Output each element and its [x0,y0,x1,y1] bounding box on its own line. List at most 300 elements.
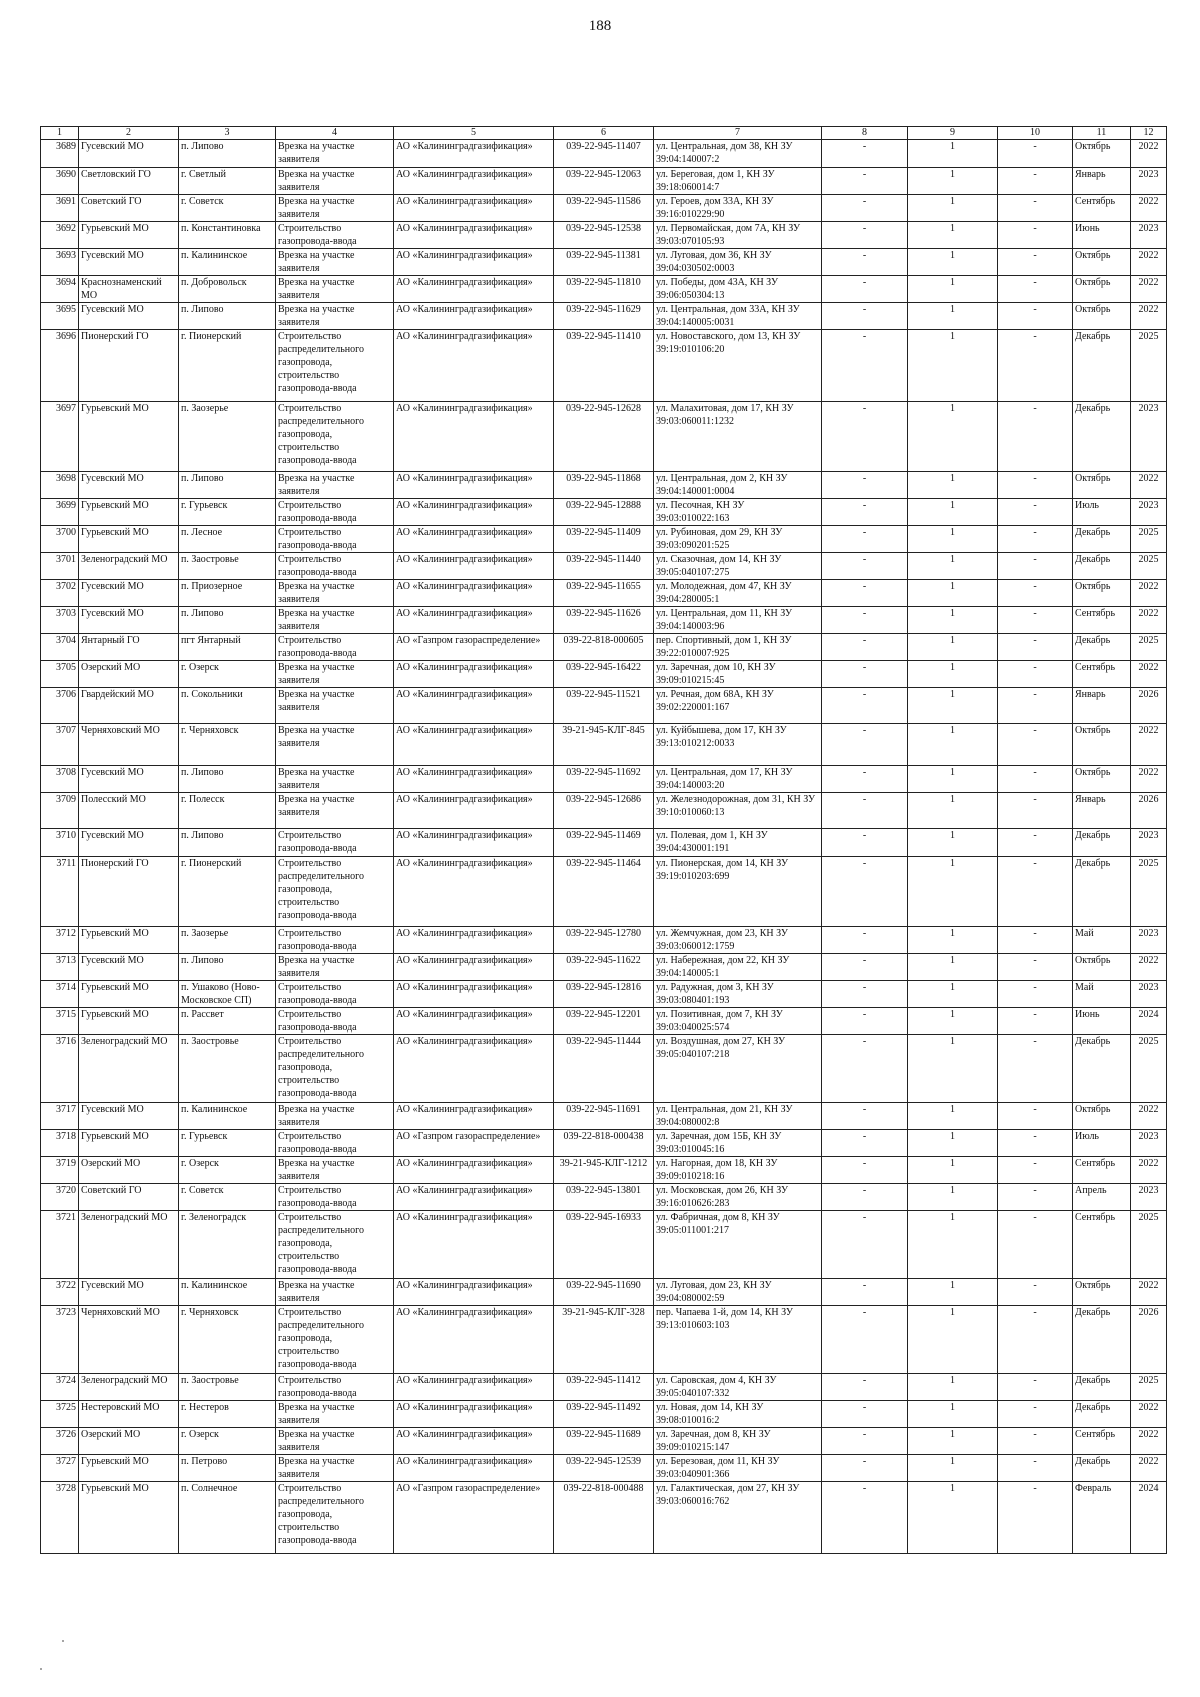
month-cell: Сентябрь [1073,1157,1131,1184]
table-row [41,724,1167,766]
header-cell: 4 [276,127,394,140]
col10-cell: - [998,981,1073,1008]
col10-cell: - [998,927,1073,954]
municipality-cell: Черняховский МО [79,1306,179,1374]
row-number: 3717 [41,1103,79,1130]
organization-cell: АО «Калининградгазификация» [394,793,554,829]
application-code-cell: 39-21-945-КЛГ-845 [554,724,654,766]
address-cell: ул. Заречная, дом 10, КН ЗУ 39:09:010215:45 [654,661,822,688]
address-cell: ул. Молодежная, дом 47, КН ЗУ 39:04:280005:1 [654,580,822,607]
year-cell: 2023 [1131,402,1167,472]
organization-cell: АО «Калининградгазификация» [394,303,554,330]
settlement-cell: п. Липово [179,954,276,981]
municipality-cell: Гусевский МО [79,829,179,857]
settlement-cell: п. Калининское [179,1103,276,1130]
municipality-cell: Гурьевский МО [79,1482,179,1554]
row-number: 3700 [41,526,79,553]
settlement-cell: г. Зеленоградск [179,1211,276,1279]
month-cell: Декабрь [1073,1455,1131,1482]
col8-cell: - [822,330,908,402]
col8-cell: - [822,634,908,661]
year-cell: 2025 [1131,330,1167,402]
municipality-cell: Советский ГО [79,1184,179,1211]
work-type-cell: Строительство распределительного газопровода, строительство газопровода-ввода [276,857,394,927]
col8-cell: - [822,168,908,195]
col8-cell: - [822,661,908,688]
col10-cell: - [998,857,1073,927]
address-cell: ул. Заречная, дом 8, КН ЗУ 39:09:010215:147 [654,1428,822,1455]
month-cell: Сентябрь [1073,661,1131,688]
table-row [41,829,1167,857]
year-cell: 2022 [1131,1401,1167,1428]
col9-cell: 1 [908,1279,998,1306]
month-cell: Декабрь [1073,829,1131,857]
settlement-cell: г. Пионерский [179,857,276,927]
year-cell: 2022 [1131,724,1167,766]
organization-cell: АО «Калининградгазификация» [394,1157,554,1184]
month-cell: Декабрь [1073,402,1131,472]
settlement-cell: п. Липово [179,140,276,168]
application-code-cell: 039-22-945-11690 [554,1279,654,1306]
col10-cell: - [998,1482,1073,1554]
address-cell: ул. Пионерская, дом 14, КН ЗУ 39:19:010203:699 [654,857,822,927]
col10-cell: - [998,1455,1073,1482]
col8-cell: - [822,981,908,1008]
col9-cell: 1 [908,1401,998,1428]
address-cell: ул. Московская, дом 26, КН ЗУ 39:16:010626:283 [654,1184,822,1211]
col9-cell: 1 [908,793,998,829]
month-cell: Сентябрь [1073,1211,1131,1279]
month-cell: Октябрь [1073,1279,1131,1306]
year-cell: 2026 [1131,688,1167,724]
municipality-cell: Гусевский МО [79,1103,179,1130]
col8-cell: - [822,1103,908,1130]
application-code-cell: 039-22-945-11622 [554,954,654,981]
organization-cell: АО «Газпром газораспределение» [394,634,554,661]
address-cell: ул. Саровская, дом 4, КН ЗУ 39:05:040107:332 [654,1374,822,1401]
col10-cell: - [998,168,1073,195]
col10-cell: - [998,1103,1073,1130]
col9-cell: 1 [908,1184,998,1211]
col8-cell: - [822,580,908,607]
month-cell: Октябрь [1073,766,1131,793]
organization-cell: АО «Калининградгазификация» [394,1103,554,1130]
table-row [41,1211,1167,1279]
col8-cell: - [822,222,908,249]
col9-cell: 1 [908,981,998,1008]
application-code-cell: 039-22-945-12888 [554,499,654,526]
table-row [41,927,1167,954]
year-cell: 2025 [1131,1374,1167,1401]
month-cell: Июль [1073,499,1131,526]
work-type-cell: Строительство газопровода-ввода [276,927,394,954]
month-cell: Сентябрь [1073,1428,1131,1455]
header-cell: 9 [908,127,998,140]
col10-cell: - [998,402,1073,472]
address-cell: ул. Воздушная, дом 27, КН ЗУ 39:05:040107:218 [654,1035,822,1103]
month-cell: Декабрь [1073,634,1131,661]
settlement-cell: г. Светлый [179,168,276,195]
work-type-cell: Врезка на участке заявителя [276,168,394,195]
col8-cell: - [822,1482,908,1554]
municipality-cell: Гусевский МО [79,766,179,793]
organization-cell: АО «Калининградгазификация» [394,276,554,303]
row-number: 3706 [41,688,79,724]
year-cell: 2025 [1131,1035,1167,1103]
work-type-cell: Врезка на участке заявителя [276,1103,394,1130]
col9-cell: 1 [908,927,998,954]
municipality-cell: Зеленоградский МО [79,1211,179,1279]
municipality-cell: Озерский МО [79,1428,179,1455]
address-cell: ул. Жемчужная, дом 23, КН ЗУ 39:03:060012:1759 [654,927,822,954]
year-cell: 2022 [1131,140,1167,168]
col8-cell: - [822,303,908,330]
col9-cell: 1 [908,330,998,402]
organization-cell: АО «Калининградгазификация» [394,330,554,402]
month-cell: Июнь [1073,1008,1131,1035]
year-cell: 2022 [1131,954,1167,981]
row-number: 3695 [41,303,79,330]
address-cell: ул. Береговая, дом 1, КН ЗУ 39:18:060014:7 [654,168,822,195]
row-number: 3712 [41,927,79,954]
col9-cell: 1 [908,1306,998,1374]
year-cell: 2022 [1131,1157,1167,1184]
col9-cell: 1 [908,1455,998,1482]
month-cell: Декабрь [1073,857,1131,927]
address-cell: ул. Центральная, дом 38, КН ЗУ 39:04:140007:2 [654,140,822,168]
table-row [41,1428,1167,1455]
col9-cell: 1 [908,661,998,688]
col10-cell: - [998,724,1073,766]
organization-cell: АО «Калининградгазификация» [394,222,554,249]
application-code-cell: 039-22-945-12063 [554,168,654,195]
work-type-cell: Врезка на участке заявителя [276,1428,394,1455]
row-number: 3725 [41,1401,79,1428]
address-cell: ул. Сказочная, дом 14, КН ЗУ 39:05:040107:275 [654,553,822,580]
year-cell: 2023 [1131,499,1167,526]
month-cell: Январь [1073,793,1131,829]
col9-cell: 1 [908,526,998,553]
settlement-cell: п. Липово [179,472,276,499]
col9-cell: 1 [908,472,998,499]
year-cell: 2025 [1131,553,1167,580]
organization-cell: АО «Калининградгазификация» [394,580,554,607]
application-code-cell: 039-22-945-11689 [554,1428,654,1455]
table-row [41,1008,1167,1035]
work-type-cell: Строительство распределительного газопровода, строительство газопровода-ввода [276,1482,394,1554]
header-cell: 6 [554,127,654,140]
application-code-cell: 039-22-818-000438 [554,1130,654,1157]
work-type-cell: Строительство газопровода-ввода [276,634,394,661]
application-code-cell: 039-22-818-000488 [554,1482,654,1554]
work-type-cell: Строительство газопровода-ввода [276,222,394,249]
work-type-cell: Строительство газопровода-ввода [276,1130,394,1157]
col10-cell: - [998,1374,1073,1401]
address-cell: ул. Героев, дом 33А, КН ЗУ 39:16:010229:90 [654,195,822,222]
year-cell: 2022 [1131,1103,1167,1130]
table-row [41,1306,1167,1374]
row-number: 3726 [41,1428,79,1455]
settlement-cell: п. Липово [179,829,276,857]
month-cell: Сентябрь [1073,607,1131,634]
municipality-cell: Озерский МО [79,661,179,688]
col8-cell: - [822,766,908,793]
application-code-cell: 039-22-945-11492 [554,1401,654,1428]
month-cell: Май [1073,927,1131,954]
table-row [41,472,1167,499]
row-number: 3716 [41,1035,79,1103]
row-number: 3691 [41,195,79,222]
col10-cell: - [998,829,1073,857]
month-cell: Октябрь [1073,303,1131,330]
work-type-cell: Строительство газопровода-ввода [276,499,394,526]
row-number: 3699 [41,499,79,526]
col9-cell: 1 [908,276,998,303]
col9-cell: 1 [908,1482,998,1554]
municipality-cell: Черняховский МО [79,724,179,766]
col9-cell: 1 [908,580,998,607]
col9-cell: 1 [908,195,998,222]
col10-cell: - [998,1279,1073,1306]
col8-cell: - [822,1374,908,1401]
organization-cell: АО «Газпром газораспределение» [394,1482,554,1554]
col8-cell: - [822,1306,908,1374]
work-type-cell: Строительство распределительного газопровода, строительство газопровода-ввода [276,402,394,472]
row-number: 3719 [41,1157,79,1184]
address-cell: ул. Полевая, дом 1, КН ЗУ 39:04:430001:191 [654,829,822,857]
address-cell: ул. Речная, дом 68А, КН ЗУ 39:02:220001:167 [654,688,822,724]
table-row [41,168,1167,195]
settlement-cell: г. Озерск [179,1157,276,1184]
application-code-cell: 039-22-945-11412 [554,1374,654,1401]
col10-cell: - [998,1401,1073,1428]
municipality-cell: Гусевский МО [79,607,179,634]
work-type-cell: Врезка на участке заявителя [276,195,394,222]
col8-cell: - [822,1157,908,1184]
row-number: 3728 [41,1482,79,1554]
municipality-cell: Янтарный ГО [79,634,179,661]
col10-cell: - [998,634,1073,661]
table-header-row [41,127,1167,140]
municipality-cell: Гусевский МО [79,249,179,276]
municipality-cell: Светловский ГО [79,168,179,195]
row-number: 3694 [41,276,79,303]
application-code-cell: 039-22-945-11409 [554,526,654,553]
organization-cell: АО «Калининградгазификация» [394,766,554,793]
work-type-cell: Строительство газопровода-ввода [276,981,394,1008]
year-cell: 2022 [1131,1279,1167,1306]
month-cell: Октябрь [1073,472,1131,499]
settlement-cell: п. Калининское [179,1279,276,1306]
municipality-cell: Гурьевский МО [79,1008,179,1035]
col10-cell: - [998,1428,1073,1455]
application-code-cell: 039-22-945-11629 [554,303,654,330]
settlement-cell: г. Гурьевск [179,1130,276,1157]
work-type-cell: Врезка на участке заявителя [276,954,394,981]
row-number: 3715 [41,1008,79,1035]
col10-cell: - [998,472,1073,499]
table-row [41,402,1167,472]
col8-cell: - [822,607,908,634]
work-type-cell: Врезка на участке заявителя [276,1157,394,1184]
work-type-cell: Врезка на участке заявителя [276,303,394,330]
col10-cell: - [998,661,1073,688]
municipality-cell: Гурьевский МО [79,526,179,553]
month-cell: Декабрь [1073,1401,1131,1428]
municipality-cell: Нестеровский МО [79,1401,179,1428]
settlement-cell: п. Добровольск [179,276,276,303]
organization-cell: АО «Калининградгазификация» [394,499,554,526]
municipality-cell: Гурьевский МО [79,981,179,1008]
col9-cell: 1 [908,857,998,927]
municipality-cell: Гурьевский МО [79,1130,179,1157]
settlement-cell: п. Рассвет [179,1008,276,1035]
header-cell: 1 [41,127,79,140]
municipality-cell: Гурьевский МО [79,927,179,954]
col10-cell: - [998,1306,1073,1374]
work-type-cell: Строительство распределительного газопровода, строительство газопровода-ввода [276,1035,394,1103]
year-cell: 2022 [1131,249,1167,276]
table-row [41,661,1167,688]
work-type-cell: Врезка на участке заявителя [276,1401,394,1428]
year-cell: 2023 [1131,829,1167,857]
col9-cell: 1 [908,688,998,724]
row-number: 3689 [41,140,79,168]
address-cell: ул. Центральная, дом 33А, КН ЗУ 39:04:140005:0031 [654,303,822,330]
application-code-cell: 039-22-945-11469 [554,829,654,857]
month-cell: Май [1073,981,1131,1008]
settlement-cell: г. Пионерский [179,330,276,402]
settlement-cell: п. Заозерье [179,927,276,954]
col9-cell: 1 [908,140,998,168]
organization-cell: АО «Калининградгазификация» [394,1401,554,1428]
organization-cell: АО «Калининградгазификация» [394,927,554,954]
municipality-cell: Советский ГО [79,195,179,222]
work-type-cell: Врезка на участке заявителя [276,661,394,688]
col8-cell: - [822,927,908,954]
municipality-cell: Гвардейский МО [79,688,179,724]
settlement-cell: п. Заостровье [179,1035,276,1103]
header-cell: 3 [179,127,276,140]
application-code-cell: 039-22-945-11464 [554,857,654,927]
settlement-cell: г. Озерск [179,661,276,688]
col10-cell: - [998,766,1073,793]
month-cell: Сентябрь [1073,195,1131,222]
address-cell: ул. Железнодорожная, дом 31, КН ЗУ 39:10:010060:13 [654,793,822,829]
table-row [41,195,1167,222]
year-cell: 2024 [1131,1482,1167,1554]
organization-cell: АО «Калининградгазификация» [394,1035,554,1103]
organization-cell: АО «Калининградгазификация» [394,1008,554,1035]
work-type-cell: Строительство распределительного газопровода, строительство газопровода-ввода [276,1211,394,1279]
table-row [41,688,1167,724]
table-row [41,793,1167,829]
month-cell: Январь [1073,688,1131,724]
col10-cell: - [998,1184,1073,1211]
year-cell: 2026 [1131,1306,1167,1374]
organization-cell: АО «Газпром газораспределение» [394,1130,554,1157]
application-code-cell: 039-22-945-11521 [554,688,654,724]
col8-cell: - [822,553,908,580]
address-cell: ул. Заречная, дом 15Б, КН ЗУ 39:03:010045:16 [654,1130,822,1157]
row-number: 3701 [41,553,79,580]
col8-cell: - [822,1211,908,1279]
municipality-cell: Гурьевский МО [79,402,179,472]
application-code-cell: 039-22-945-12628 [554,402,654,472]
col8-cell: - [822,724,908,766]
month-cell: Октябрь [1073,276,1131,303]
application-code-cell: 039-22-945-11444 [554,1035,654,1103]
organization-cell: АО «Калининградгазификация» [394,526,554,553]
col8-cell: - [822,1008,908,1035]
month-cell: Февраль [1073,1482,1131,1554]
municipality-cell: Гурьевский МО [79,1455,179,1482]
municipality-cell: Гусевский МО [79,140,179,168]
address-cell: ул. Центральная, дом 2, КН ЗУ 39:04:140001:0004 [654,472,822,499]
col8-cell: - [822,688,908,724]
row-number: 3697 [41,402,79,472]
col9-cell: 1 [908,249,998,276]
settlement-cell: г. Нестеров [179,1401,276,1428]
month-cell: Декабрь [1073,1374,1131,1401]
application-code-cell: 039-22-945-11692 [554,766,654,793]
row-number: 3692 [41,222,79,249]
col8-cell: - [822,1455,908,1482]
application-code-cell: 039-22-945-12538 [554,222,654,249]
address-cell: ул. Новоставского, дом 13, КН ЗУ 39:19:010106:20 [654,330,822,402]
municipality-cell: Озерский МО [79,1157,179,1184]
year-cell: 2022 [1131,766,1167,793]
table-row [41,499,1167,526]
application-code-cell: 039-22-945-11691 [554,1103,654,1130]
row-number: 3714 [41,981,79,1008]
settlement-cell: пгт Янтарный [179,634,276,661]
table-row [41,1482,1167,1554]
municipality-cell: Полесский МО [79,793,179,829]
header-cell: 5 [394,127,554,140]
col9-cell: 1 [908,1008,998,1035]
page-number: 188 [588,18,612,34]
row-number: 3710 [41,829,79,857]
address-cell: ул. Центральная, дом 11, КН ЗУ 39:04:140003:96 [654,607,822,634]
table-row [41,1184,1167,1211]
address-cell: ул. Галактическая, дом 27, КН ЗУ 39:03:060016:762 [654,1482,822,1554]
settlement-cell: п. Петрово [179,1455,276,1482]
col9-cell: 1 [908,829,998,857]
table-row [41,766,1167,793]
col8-cell: - [822,1184,908,1211]
application-code-cell: 039-22-945-16422 [554,661,654,688]
work-type-cell: Врезка на участке заявителя [276,140,394,168]
year-cell: 2026 [1131,793,1167,829]
organization-cell: АО «Калининградгазификация» [394,140,554,168]
table-row [41,526,1167,553]
municipality-cell: Гусевский МО [79,954,179,981]
table-row [41,857,1167,927]
row-number: 3704 [41,634,79,661]
municipality-cell: Пионерский ГО [79,857,179,927]
year-cell: 2022 [1131,276,1167,303]
organization-cell: АО «Калининградгазификация» [394,688,554,724]
col10-cell: - [998,499,1073,526]
row-number: 3727 [41,1455,79,1482]
municipality-cell: Гурьевский МО [79,222,179,249]
col10-cell: - [998,222,1073,249]
table-row [41,1035,1167,1103]
year-cell: 2022 [1131,580,1167,607]
address-cell: ул. Нагорная, дом 18, КН ЗУ 39:09:010218:16 [654,1157,822,1184]
address-cell: ул. Рубиновая, дом 29, КН ЗУ 39:03:090201:525 [654,526,822,553]
